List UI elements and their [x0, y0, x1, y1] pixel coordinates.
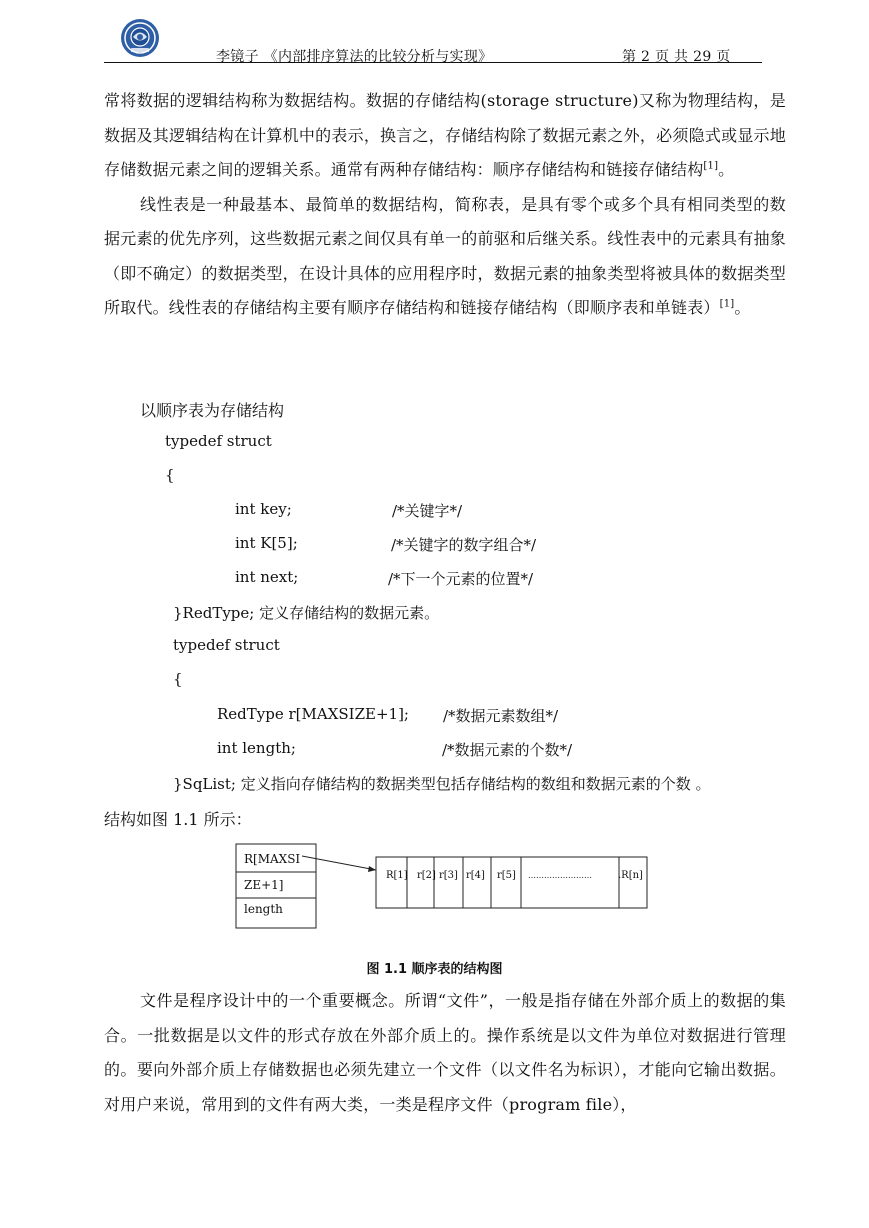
code-line: {: [165, 466, 175, 484]
code-line: {: [173, 670, 183, 688]
arrow-head-icon: [368, 866, 376, 872]
struct-cell-r: R[MAXSI: [244, 852, 301, 866]
array-cell: r[2]: [417, 870, 436, 881]
array-cell: r[3]: [439, 870, 458, 881]
code-line: }SqList; 定义指向存储结构的数据类型包括存储结构的数组和数据元素的个数 。: [173, 775, 711, 793]
code-comment: /*关键字的数字组合*/: [391, 536, 537, 554]
struct-cell-size: ZE+1]: [244, 878, 284, 892]
citation-ref: [1]: [719, 298, 735, 310]
citation-ref: [1]: [703, 160, 719, 172]
code-line: }RedType; 定义存储结构的数据元素。: [173, 604, 440, 622]
pointer-arrow: [302, 856, 376, 870]
paragraph-linear-list: [104, 188, 786, 326]
array-cell: r[5]: [497, 870, 516, 881]
header-title: 李镜子 《内部排序算法的比较分析与实现》: [216, 49, 493, 65]
array-cell: .R[n]: [618, 870, 643, 881]
code-comment: /*关键字*/: [392, 502, 463, 520]
header-page-number: 第 2 页 共 29 页: [622, 49, 731, 65]
paragraph-end: 。: [734, 298, 751, 317]
sequential-list-diagram: [230, 840, 660, 940]
university-logo-icon: [120, 18, 160, 58]
code-heading: 以顺序表为存储结构: [140, 401, 285, 420]
paragraph-text: 线性表是一种最基本、最简单的数据结构，简称表，是具有零个或多个具有相同类型的数据元素的优先序列，这些数据元素之间仅具有单一的前驱和后继关系。线性表中的元素具有抽象（即不确定）的数据类型，在设计具体的应用程序时，数据元素的抽象类型将被具体的数据类型所取代。线性表的存储结构主要有顺序存储结构和链接存储结构（即顺序表和单链表）: [104, 194, 786, 317]
code-comment: /*数据元素数组*/: [443, 707, 559, 725]
array-box: [376, 857, 647, 908]
paragraph-files: 文件是程序设计中的一个重要概念。所谓“文件”，一般是指存储在外部介质上的数据的集合。一批数据是以文件的形式存放在外部介质上的。操作系统是以文件为单位对数据进行管理的。要向外部介质上存储数据也必须先建立一个文件（以文件名为标识），才能向它输出数据。对用户来说，常用到的文件有两大类，一类是程序文件（program file），: [104, 991, 786, 1114]
code-line: int key;: [235, 500, 292, 518]
page-header: [104, 18, 762, 65]
code-line: int next;: [235, 568, 299, 586]
header-divider: [104, 62, 762, 63]
code-line: int length;: [217, 739, 296, 757]
paragraph-text: 常将数据的逻辑结构称为数据结构。数据的存储结构(storage structure)又称为物理结构，是数据及其逻辑结构在计算机中的表示，换言之，存储结构除了数据元素之外，必须隐式或显示地存储数据元素之间的逻辑关系。通常有两种存储结构：顺序存储结构和链接存储结构: [104, 91, 786, 179]
body-text: [104, 84, 786, 326]
figure-caption: 图 1.1 顺序表的结构图: [366, 962, 503, 977]
paragraph-end: 。: [718, 160, 735, 179]
code-line: int K[5];: [235, 534, 298, 552]
body-text-continued: [104, 984, 786, 1122]
code-comment: /*数据元素的个数*/: [442, 741, 573, 759]
array-cell-ellipsis: ……………………: [528, 871, 592, 880]
code-line: RedType r[MAXSIZE+1];: [217, 705, 409, 723]
code-line: typedef struct: [173, 636, 280, 654]
array-cell: r[4]: [466, 870, 485, 881]
code-comment: /*下一个元素的位置*/: [388, 570, 534, 588]
struct-cell-length: length: [244, 902, 283, 916]
array-cell: R[1]: [386, 870, 408, 881]
code-line: typedef struct: [165, 432, 272, 450]
paragraph-storage-structure: [104, 84, 786, 188]
figure-reference: 结构如图 1.1 所示：: [104, 810, 252, 829]
